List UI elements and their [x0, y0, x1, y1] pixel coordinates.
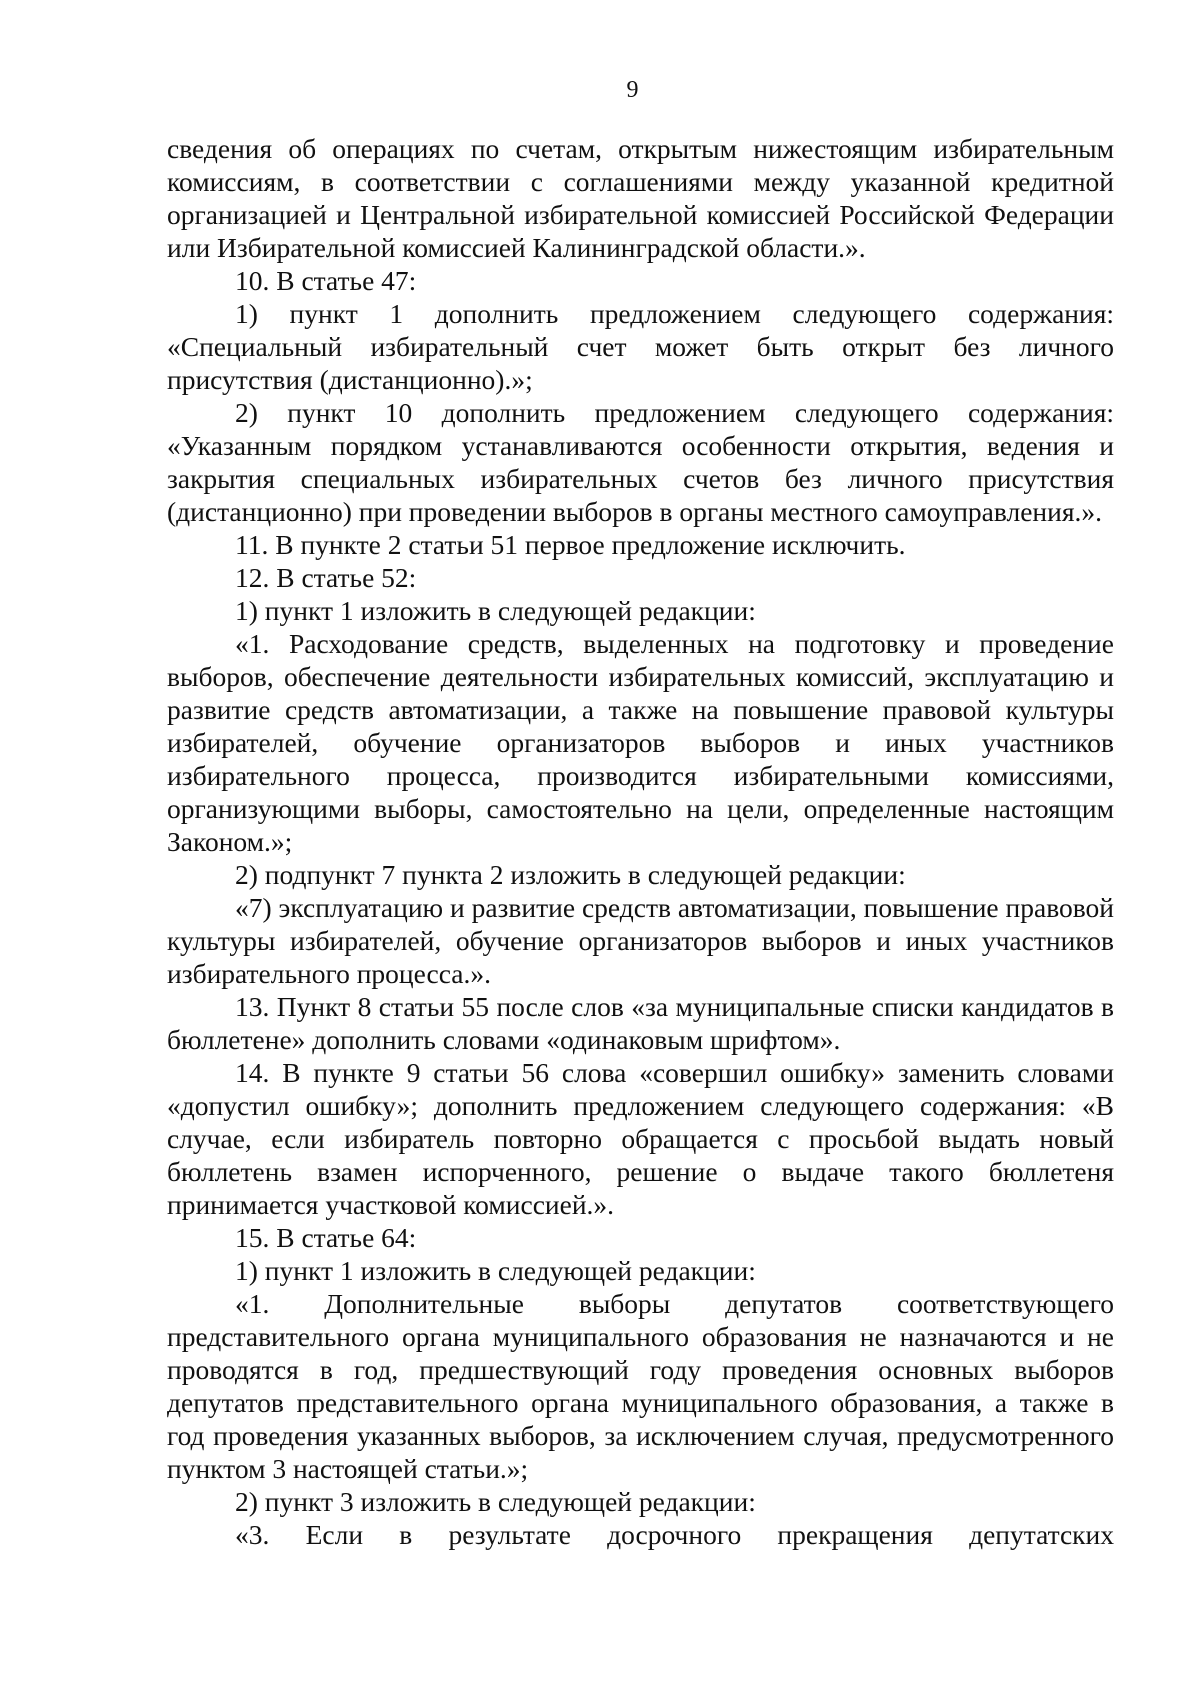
paragraph-item-12: 12. В статье 52: — [235, 562, 417, 593]
document-body — [167, 132, 1114, 1551]
paragraph-item-15: 15. В статье 64: — [235, 1222, 417, 1253]
paragraph-item-12-1: 1) пункт 1 изложить в следующей редакции: — [235, 595, 756, 626]
paragraph-quote-64-3: «3. Если в результате досрочного прекращения депутатских — [235, 1519, 1114, 1550]
paragraph-quote-64-1: «1. Дополнительные выборы депутатов соответствующего представительного органа муниципального образования не назначаются и не проводятся в год, предшествующий году проведения основных выборов депутатов представительного органа муниципального образования, а также в год проведения указанных выборов, за исключением случая, предусмотренного пунктом 3 настоящей статьи.»; — [167, 1288, 1114, 1484]
paragraph-continuation: сведения об операциях по счетам, открытым нижестоящим избирательным комиссиям, в соответствии с соглашениями между указанной кредитной организацией и Центральной избирательной комиссией Российской Федерации или Избирательной комиссией Калининградской области.». — [167, 133, 1114, 263]
paragraph-item-12-2: 2) подпункт 7 пункта 2 изложить в следующей редакции: — [235, 859, 906, 890]
paragraph-quote-52-1: «1. Расходование средств, выделенных на подготовку и проведение выборов, обеспечение деятельности избирательных комиссий, эксплуатацию и развитие средств автоматизации, а также на повышение правовой культуры избирателей, обучение организаторов выборов и иных участников избирательного процесса, производится избирательными комиссиями, организующими выборы, самостоятельно на цели, определенные настоящим Законом.»; — [167, 628, 1114, 857]
paragraph-item-10: 10. В статье 47: — [235, 265, 417, 296]
page-number: 9 — [626, 77, 639, 103]
paragraph-item-15-1: 1) пункт 1 изложить в следующей редакции: — [235, 1255, 756, 1286]
paragraph-item-13: 13. Пункт 8 статьи 55 после слов «за муниципальные списки кандидатов в бюллетене» дополнить словами «одинаковым шрифтом». — [167, 991, 1114, 1055]
paragraph-item-10-2: 2) пункт 10 дополнить предложением следующего содержания: «Указанным порядком устанавливаются особенности открытия, ведения и закрытия специальных избирательных счетов без личного присутствия (дистанционно) при проведении выборов в органы местного самоуправления.». — [167, 397, 1114, 527]
paragraph-item-15-2: 2) пункт 3 изложить в следующей редакции: — [235, 1486, 756, 1517]
paragraph-item-14: 14. В пункте 9 статьи 56 слова «совершил ошибку» заменить словами «допустил ошибку»; дополнить предложением следующего содержания: «В случае, если избиратель повторно обращается с просьбой выдать новый бюллетень взамен испорченного, решение о выдаче такого бюллетеня принимается участковой комиссией.». — [167, 1057, 1114, 1220]
paragraph-item-11: 11. В пункте 2 статьи 51 первое предложение исключить. — [235, 529, 906, 560]
paragraph-item-10-1: 1) пункт 1 дополнить предложением следующего содержания: «Специальный избирательный счет может быть открыт без личного присутствия (дистанционно).»; — [167, 298, 1114, 395]
paragraph-quote-52-2-7: «7) эксплуатацию и развитие средств автоматизации, повышение правовой культуры избирателей, обучение организаторов выборов и иных участников избирательного процесса.». — [167, 892, 1114, 989]
